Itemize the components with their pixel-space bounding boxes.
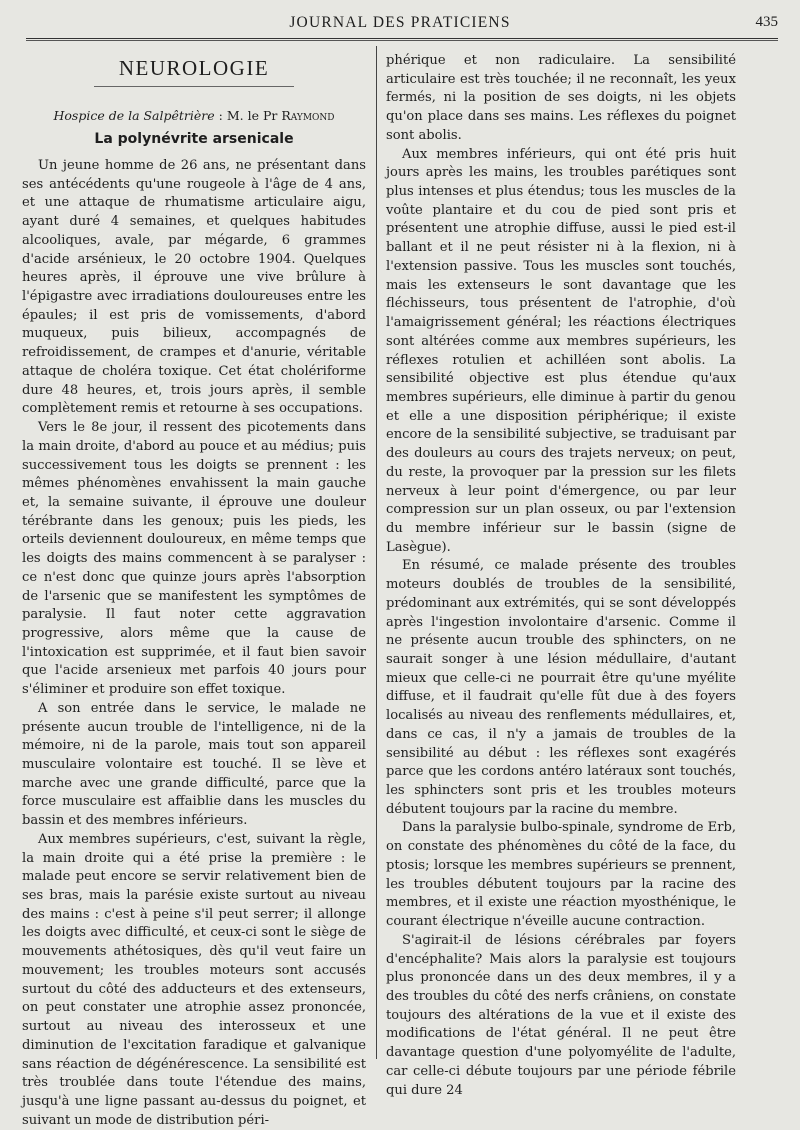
section-title: NEUROLOGIE	[94, 56, 294, 87]
byline-place: Hospice de la Salpêtrière	[53, 108, 215, 123]
paragraph: Un jeune homme de 26 ans, ne présentant dans ses antécédents qu'une rougeole à l'âge de 4 ans, et une attaque de rhumatisme articulaire aigu, ayant duré 4 semaines, et quelques habitudes alcooliques, avale, par mégarde, 6 grammes d'acide arsénieux, le 20 octobre 1904. Quelques heures après, il éprouve une vive brûlure à l'épigastre avec irradiations douloureuses entre les épaules; il est pris de vomissements, d'abord muqueux, puis bilieux, accompagnés de refroidissement, de crampes et d'anurie, véritable attaque de choléra toxique. Cet état cholériforme dure 48 heures, et, trois jours après, il semble complètement remis et retourne à ses occupations.	[22, 158, 366, 417]
paragraph: En résumé, ce malade présente des troubles moteurs doublés de troubles de la sensibilité, prédominant aux extrémités, qui se sont développés après l'ingestion involontaire d'arsenic. Comme il ne présente aucun trouble des sphincters, on ne saurait songer à une lésion médullaire, d'autant mieux que celle-ci ne pourrait être qu'une myélite diffuse, et il faudrait qu'elle fût due à des foyers localisés au niveau des renflements médullaires, et, dans ce cas, il n'y a jamais de troubles de la sensibilité au début : les réflexes sont exagérés parce que les cordons antéro latéraux sont touchés, les sphincters sont pris et les troubles moteurs débutent toujours par la racine du membre.	[386, 558, 736, 817]
journal-title: JOURNAL DES PRATICIENS	[289, 14, 511, 31]
paragraph: Aux membres supérieurs, c'est, suivant la règle, la main droite qui a été prise la première : le malade peut encore se servir relativement bien de ses bras, mais la parésie existe surtout au niveau des mains : c'est à peine s'il peut serrer; il allonge les doigts avec difficulté, et ceux-ci sont le siège de mouvements athétosiques, dès qu'il veut faire un mouvement; les troubles moteurs sont accusés surtout du côté des adducteurs et des extenseurs, on peut constater une atrophie assez prononcée, surtout au niveau des interosseux et une diminution de l'excitation faradique et galvanique sans réaction de dégénérescence. La sensibilité est très troublée dans toute l'étendue des mains, jusqu'à une ligne passant au-dessus du poignet, et suivant un mode de distribution péri-	[22, 831, 366, 1128]
header-rule	[26, 38, 778, 41]
left-column	[22, 52, 366, 1128]
column-divider	[376, 46, 377, 1059]
paragraph-continued: phérique et non radiculaire. La sensibilité articulaire est très touchée; il ne reconnaît, les yeux fermés, ni la position de ses doigts, ni les objets qu'on place dans ses mains. Les réflexes du poignet sont abolis.	[386, 53, 736, 143]
paragraph: Aux membres inférieurs, qui ont été pris huit jours après les mains, les troubles parétiques sont plus intenses et plus étendus; tous les muscles de la voûte plantaire et du cou de pied sont pris et présentent une atrophie diffuse, aussi le pied est-il ballant et il ne peut résister ni à la flexion, ni à l'extension passive. Tous les muscles sont touchés, mais les extenseurs le sont davantage que les fléchisseurs, tous présentent de l'atrophie, d'où l'amaigrissement général; les réactions électriques sont altérées comme aux membres supérieurs, les réflexes rotulien et achilléen sont abolis. La sensibilité objective est plus étendue qu'aux membres supérieurs, elle diminue à partir du genou et elle a une disposition périphérique; il existe encore de la sensibilité subjective, se traduisant par des douleurs au cours des trajets nerveux; on peut, du reste, la provoquer par la pression sur les filets nerveux à leur point d'émergence, ou par leur compression sur un plan osseux, ou par l'extension du membre inférieur sur le bassin (signe de Lasègue).	[386, 146, 736, 555]
article-title: La polynévrite arsenicale	[94, 131, 294, 147]
paragraph: Dans la paralysie bulbo-spinale, syndrome de Erb, on constate des phénomènes du côté de la face, du ptosis; lorsque les membres supérieurs se prennent, les troubles débutent toujours par la racine des membres, et il existe une réaction myosthénique, le courant électrique n'éveille aucune contraction.	[386, 820, 736, 930]
paragraph: A son entrée dans le service, le malade ne présente aucun trouble de l'intelligence, ni de la mémoire, ni de la parole, mais tout son appareil musculaire volontaire est touché. Il se lève et marche avec une grande difficulté, parce que la force musculaire est affaiblie dans les muscles du bassin et des membres inférieurs.	[22, 700, 366, 829]
byline-separator: : M. le Pr	[214, 108, 282, 123]
byline	[22, 107, 366, 125]
byline-author: Raymond	[281, 108, 335, 123]
right-column	[386, 52, 736, 1098]
paragraph: Vers le 8e jour, il ressent des picotements dans la main droite, d'abord au pouce et au médius; puis successivement tous les doigts se prennent : les mêmes phénomènes envahissent la main gauche et, la semaine suivante, il éprouve une douleur térébrante dans les genoux; puis les pieds, les orteils deviennent douloureux, en même temps que les doigts des mains commencent à se paralyser : ce n'est donc que quinze jours après l'absorption de l'arsenic que se manifestent les symptômes de paralysie. Il faut noter cette aggravation progressive, alors même que la cause de l'intoxication est supprimée, et il faut bien savoir que l'acide arsenieux met parfois 40 jours pour s'éliminer et produire son effet toxique.	[22, 420, 366, 698]
page-number: 435	[755, 14, 778, 30]
paragraph: S'agirait-il de lésions cérébrales par foyers d'encéphalite? Mais alors la paralysie est toujours plus prononcée dans un des deux membres, il y a des troubles du côté des nerfs crâniens, on constate toujours des altérations de la vue et il existe des modifications de l'état général. Il ne peut être davantage question d'une polyomyélite de l'adulte, car celle-ci débute toujours par une période fébrile qui dure 24	[386, 932, 736, 1098]
running-head	[0, 14, 800, 38]
